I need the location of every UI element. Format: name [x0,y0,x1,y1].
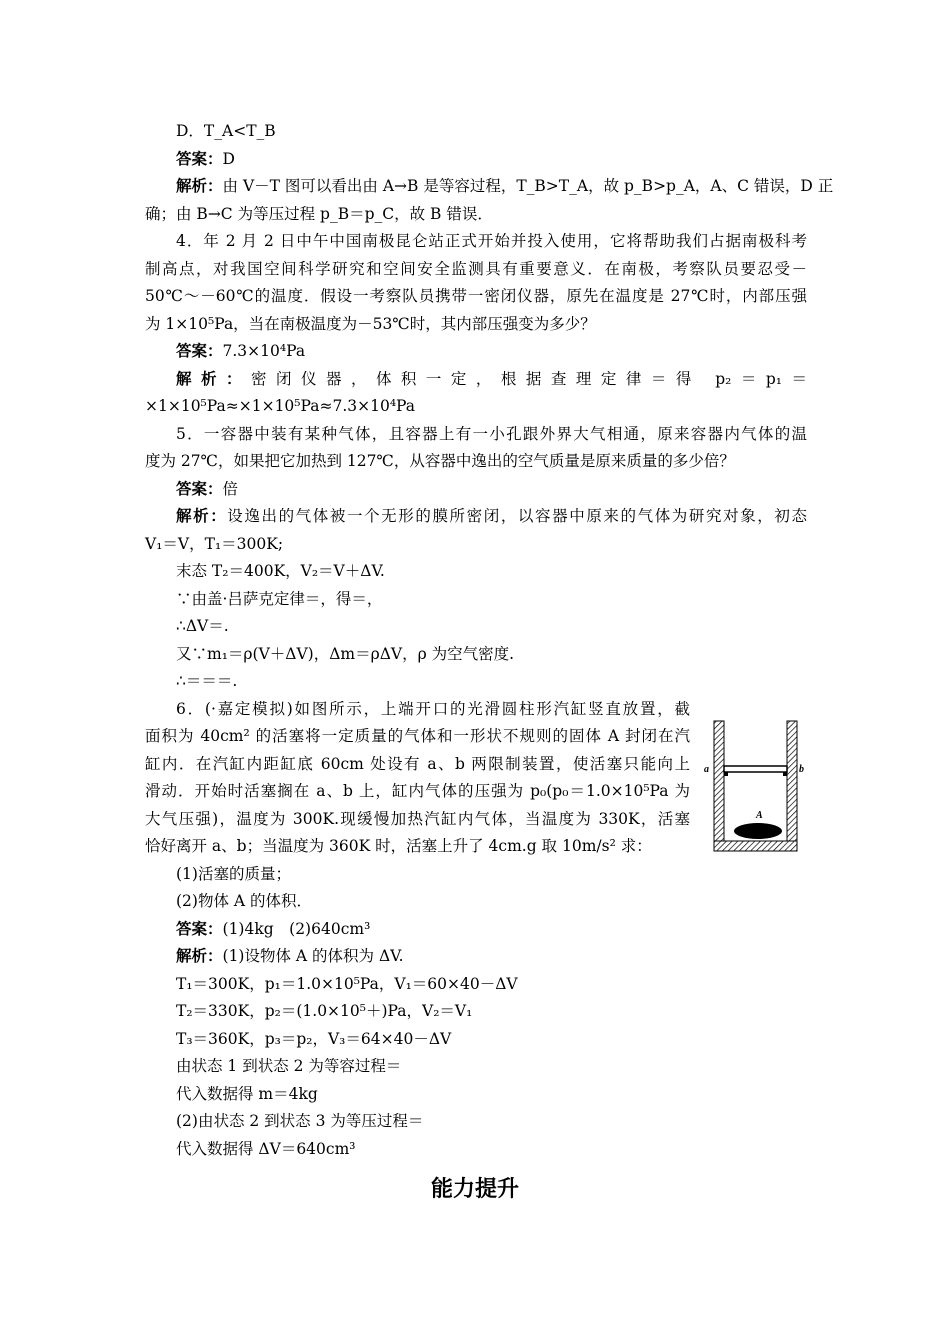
text-line: 制高点，对我国空间科学研究和空间安全监测具有重要意义．在南极，考察队员要忍受－ [145,259,807,278]
text-line: 答案：7.3×10⁴Pa [176,342,306,360]
cylinder-bottom [714,841,797,851]
stopper-a [724,772,728,776]
question-6-block [145,696,690,861]
piston [724,766,787,772]
text-line: 答案：D [176,149,235,168]
text-line: 面积为 40cm² 的活塞将一定质量的气体和一形状不规则的固体 A 封闭在汽 [145,727,690,745]
solid-A [734,823,782,839]
text-line: 答案：(1)4kg (2)640cm³ [176,919,371,938]
stopper-b [783,772,787,776]
text-line: 代入数据得 m＝4kg [176,1084,318,1103]
text-line: 代入数据得 ΔV＝640cm³ [176,1139,356,1158]
text-line: ×1×10⁵Pa≈×1×10⁵Pa≈7.3×10⁴Pa [145,397,416,415]
text-line: 解析：密闭仪器，体积一定，根据查理定律＝得 p₂＝p₁＝ [176,369,807,388]
question-6-solution-block [145,861,807,1164]
text-line: 恰好离开 a、b；当温度为 360K 时，活塞上升了 4cm.g 取 10m/s² 求： [145,837,652,855]
label-b: b [799,764,804,775]
text-line: 解析：设逸出的气体被一个无形的膜所密闭，以容器中原来的气体为研究对象，初态 [176,507,807,525]
text-line: 确；由 B→C 为等压过程 p_B＝p_C，故 B 错误． [145,204,493,223]
text-line: T₃＝360K，p₃＝p₂，V₃＝64×40－ΔV [176,1029,452,1048]
text-line: 为 1×10⁵Pa，当在南极温度为－53℃时，其内部压强变为多少？ [145,314,596,333]
text-line: (1)活塞的质量； [176,864,291,883]
text-line: 5．一容器中装有某种气体，且容器上有一小孔跟外界大气相通，原来容器内气体的温 [176,424,807,443]
text-line: D．T_A<T_B [176,122,276,140]
text-line: 缸内．在汽缸内距缸底 60cm 处设有 a、b 两限制装置，使活塞只能向上 [145,754,690,773]
text-line: 又∵m₁＝ρ(V＋ΔV)，Δm＝ρΔV，ρ 为空气密度. [176,644,515,663]
text-line: (2)由状态 2 到状态 3 为等压过程＝ [176,1112,424,1130]
cylinder-figure [703,717,803,857]
text-line: 由状态 1 到状态 2 为等容过程＝ [176,1057,402,1075]
text-line: (2)物体 A 的体积． [176,892,313,910]
text-line: 解析：(1)设物体 A 的体积为 ΔV. [176,947,404,965]
text-line: ∴＝＝＝. [176,672,238,690]
text-line: T₁＝300K，p₁＝1.0×10⁵Pa，V₁＝60×40－ΔV [176,974,518,993]
text-line: 答案：倍 [176,479,239,498]
text-line: 大气压强)，温度为 300K.现缓慢加热汽缸内气体，当温度为 330K，活塞 [145,809,690,828]
text-line: ∵由盖·吕萨克定律＝，得＝， [176,589,383,608]
label-A: A [756,810,763,821]
label-a: a [704,764,709,775]
text-line: ∴ΔV＝. [176,617,229,635]
section-heading: 能力提升 [430,1177,519,1202]
text-line: 4．年 2 月 2 日中午中国南极昆仑站正式开始并投入使用，它将帮助我们占据南极科考 [176,232,807,250]
text-line: 解析：由 V－T 图可以看出由 A→B 是等容过程，T_B>T_A，故 p_B>p_A，A、C 错误，D 正 [176,177,834,195]
text-line: 滑动．开始时活塞搁在 a、b 上，缸内气体的压强为 p₀(p₀＝1.0×10⁵Pa 为 [145,782,690,800]
text-line: T₂＝330K，p₂＝(1.0×10⁵＋)Pa，V₂＝V₁ [176,1002,473,1020]
text-line: 6．(·嘉定模拟)如图所示，上端开口的光滑圆柱形汽缸竖直放置，截 [176,699,690,718]
document-body [145,118,834,1163]
answer-text-block [145,118,834,696]
text-line: V₁＝V，T₁＝300K; [145,534,284,553]
right-wall [787,721,797,851]
text-line: 50℃～－60℃的温度．假设一考察队员携带一密闭仪器，原先在温度是 27℃时，内部压强 [145,287,807,305]
left-wall [714,721,724,851]
text-line: 度为 27℃，如果把它加热到 127℃，从容器中逸出的空气质量是原来质量的多少倍？ [145,452,735,470]
text-line: 末态 T₂＝400K，V₂＝V＋ΔV. [176,562,385,580]
